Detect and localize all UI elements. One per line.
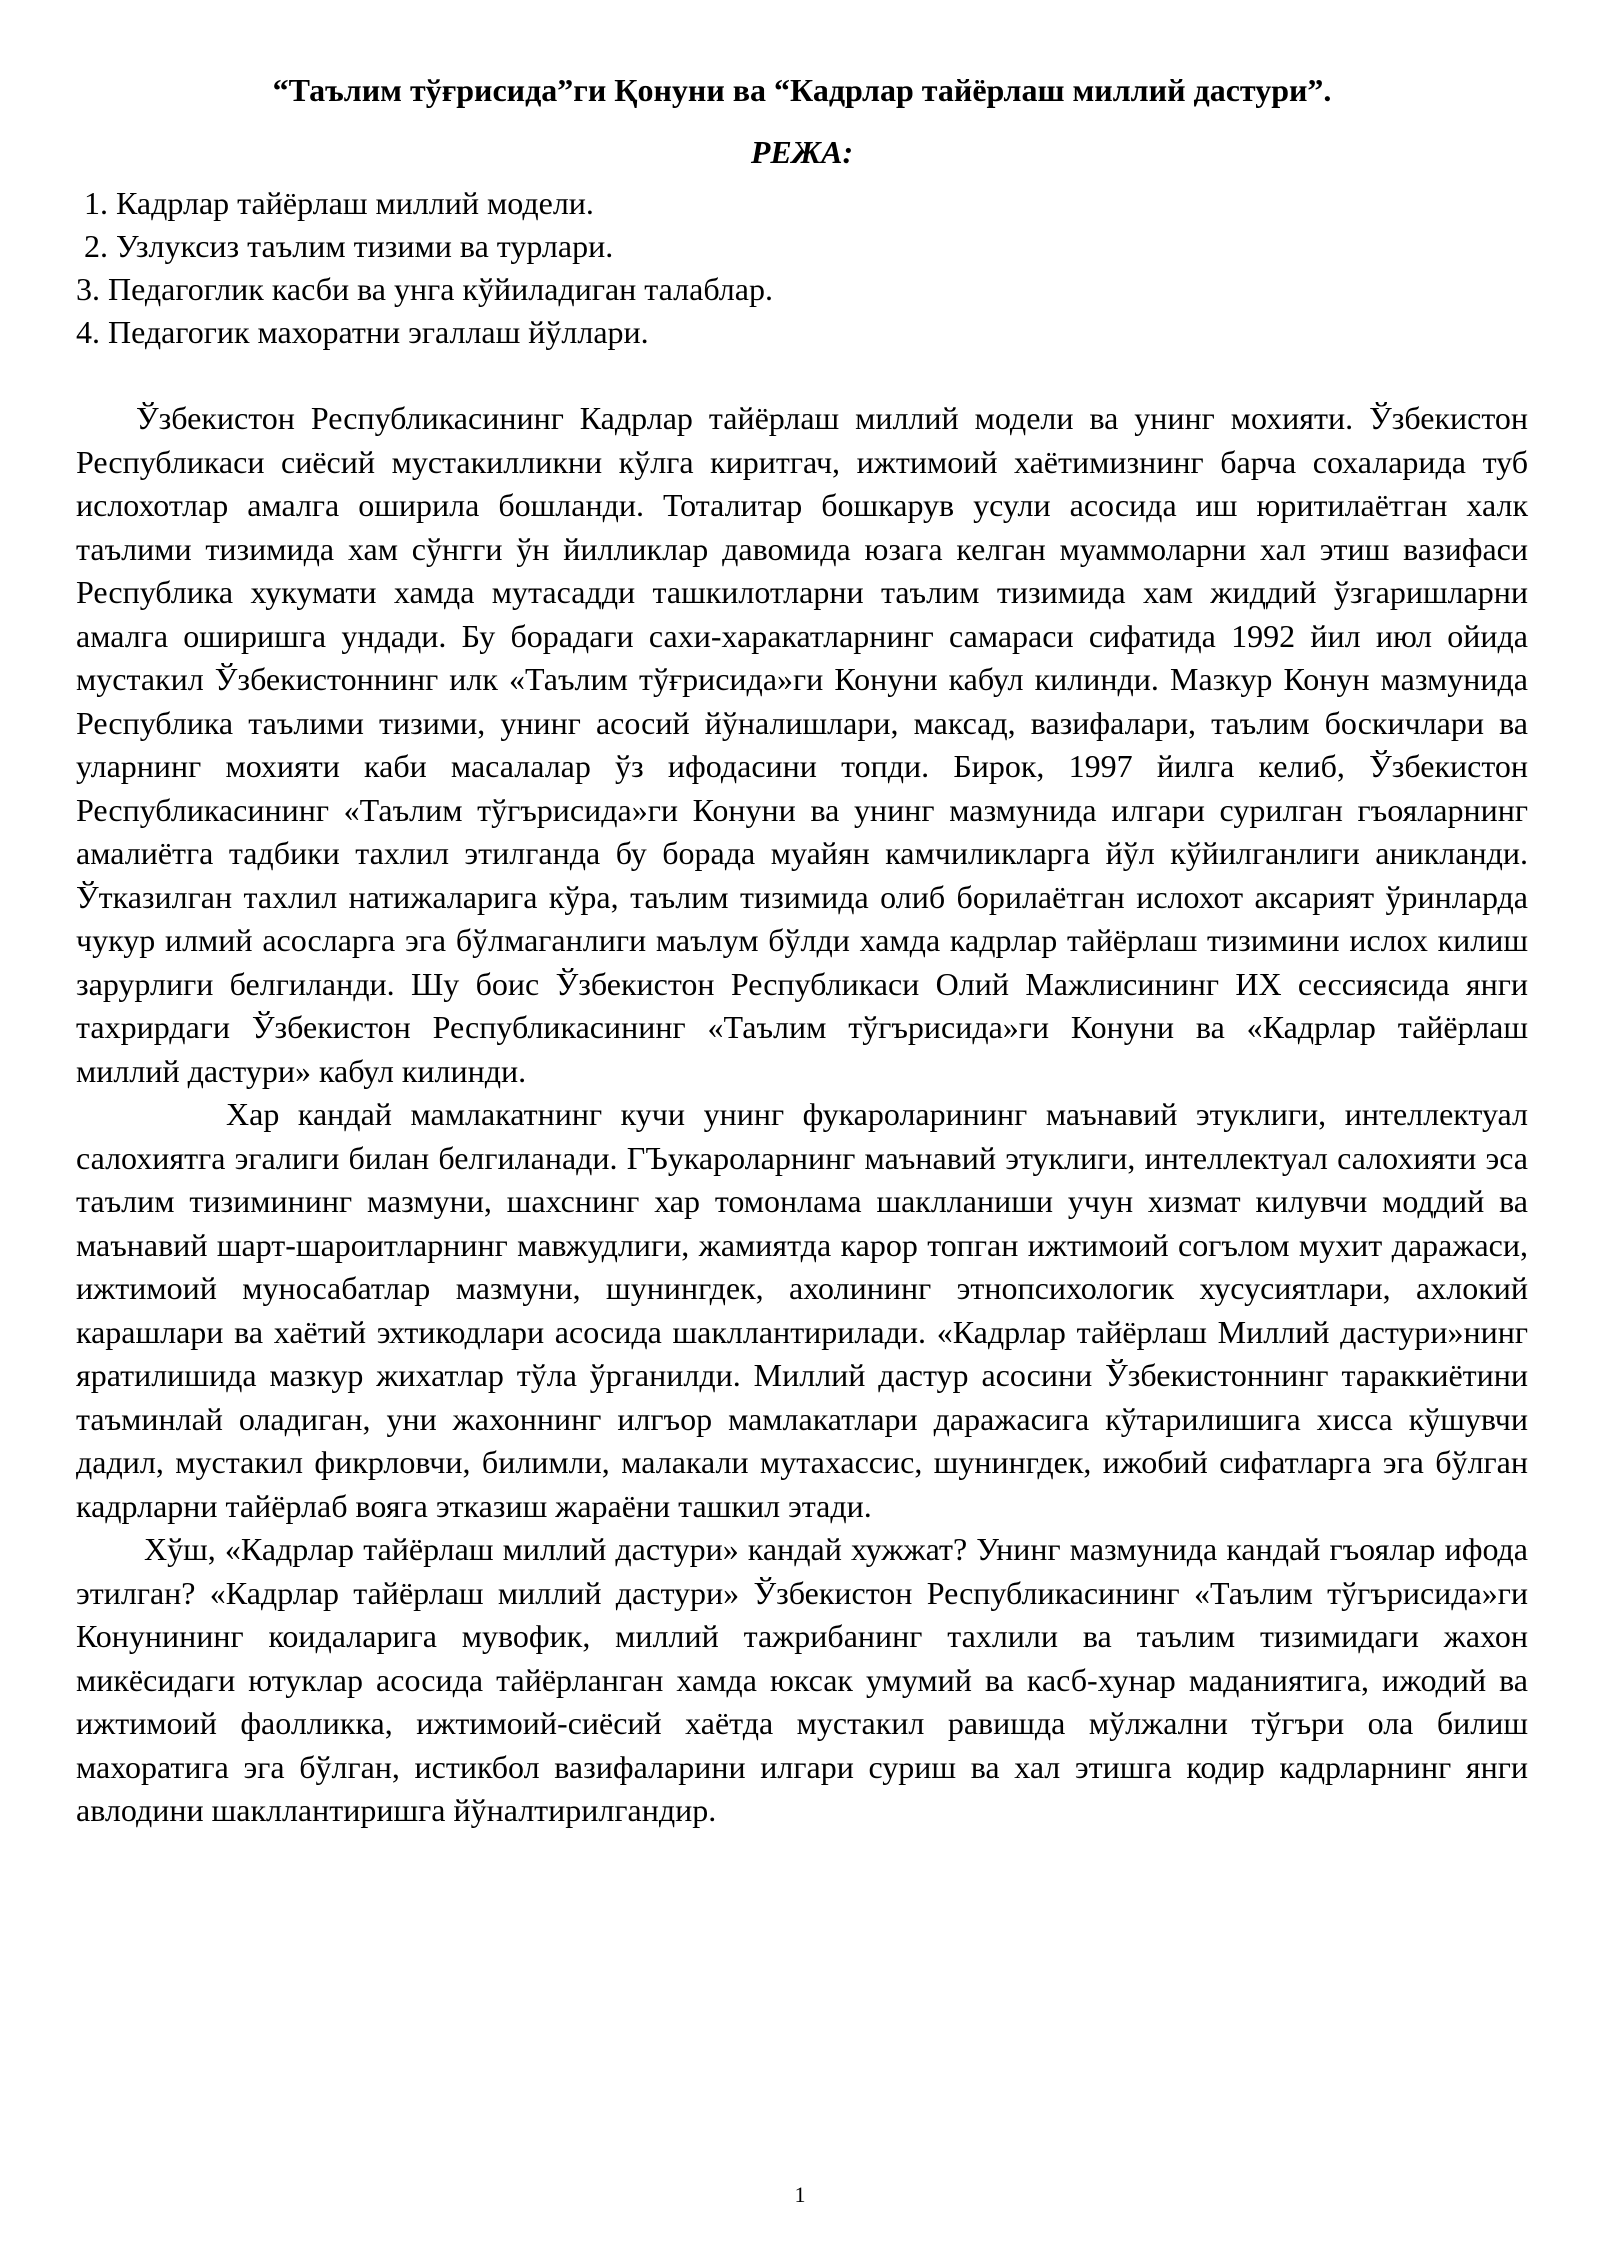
plan-item-2: 2. Узлуксиз таълим тизими ва турлари. xyxy=(84,228,614,264)
paragraph-2: Хар кандай мамлакатнинг кучи унинг фукароларининг маънавий этуклиги, интеллектуал салохиятга эгалиги билан белгиланади. ГЪукароларнинг маънавий этуклиги, интеллектуал салохияти эса таълим тизимининг мазмуни, шахснинг хар томонлама шаклланиши учун хизмат килувчи моддий ва маънавий шарт-шароитларнинг мавжудлиги, жамиятда карор топган ижтимоий согълом мухит даражаси, ижтимоий муносабатлар мазмуни, шунингдек, ахолининг этнопсихологик хусусиятлари, ахлокий карашлари ва хаётий эхтикодлари асосида шакллантирилади. «Кадрлар тайёрлаш Миллий дастури»нинг яратилишида мазкур жихатлар тўла ўрганилди. Миллий дастур асосини Ўзбекистоннинг тараккиётини таъминлай оладиган, уни жахоннинг илгъор мамлакатлари даражасига кўтарилишига хисса кўшувчи дадил, мустакил фикрловчи, билимли, малакали мутахассис, шунингдек, ижобий сифатларга эга бўлган кадрларни тайёрлаб вояга этказиш жараёни ташкил этади. xyxy=(76,1096,1528,1524)
document-title: “Таълим тўғрисида”ги Қонуни ва “Кадрлар тайёрлаш миллий дастури”. xyxy=(272,72,1332,108)
plan-item-3: 3. Педагоглик касби ва унга кўйиладиган талаблар. xyxy=(76,271,773,307)
document-page xyxy=(76,70,1528,1833)
plan-item-4: 4. Педагогик махоратни эгаллаш йўллари. xyxy=(76,314,649,350)
page-number: 1 xyxy=(794,2182,806,2207)
paragraph-3: Хўш, «Кадрлар тайёрлаш миллий дастури» кандай хужжат? Унинг мазмунида кандай гъоялар ифода этилган? «Кадрлар тайёрлаш миллий дастури» Ўзбекистон Республикасининг «Таълим тўгърисида»ги Конунининг коидаларига мувофик, миллий тажрибанинг тахлили ва таълим тизимидаги жахон микёсидаги ютуклар асосида тайёрланган хамда юксак умумий ва касб-хунар маданиятига, ижодий ва ижтимоий фаолликка, ижтимоий-сиёсий хаётда мустакил равишда мўлжални тўгъри ола билиш махоратига эга бўлган, истикбол вазифаларини илгари суриш ва хал этишга кодир кадрларнинг янги авлодини шакллантиришга йўналтирилгандир. xyxy=(76,1531,1528,1828)
plan-item-1: 1. Кадрлар тайёрлаш миллий модели. xyxy=(84,185,594,221)
paragraph-1: Ўзбекистон Республикасининг Кадрлар тайёрлаш миллий модели ва унинг мохияти. Ўзбекистон Республикаси сиёсий мустакилликни кўлга киритгач, ижтимоий хаётимизнинг барча сохаларида туб ислохотлар амалга оширила бошланди. Тоталитар бошкарув усули асосида иш юритилаётган халк таълими тизимида хам сўнгги ўн йилликлар давомида юзага келган муаммоларни хал этиш вазифаси Республика хукумати хамда мутасадди ташкилотларни таълим тизимида хам жиддий ўзгаришларни амалга оширишга ундади. Бу борадаги сахи-харакатларнинг самараси сифатида 1992 йил июл ойида мустакил Ўзбекистоннинг илк «Таълим тўғрисида»ги Конуни кабул килинди. Мазкур Конун мазмунида Республика таълими тизими, унинг асосий йўналишлари, максад, вазифалари, таълим боскичлари ва уларнинг мохияти каби масалалар ўз ифодасини топди. Бирок, 1997 йилга келиб, Ўзбекистон Республикасининг «Таълим тўгърисида»ги Конуни ва унинг мазмунида илгари сурилган гъояларнинг амалиётга тадбики тахлил этилганда бу борада муайян камчиликларга йўл кўйилганлиги аникланди. Ўтказилган тахлил натижаларига кўра, таълим тизимида олиб борилаётган ислохот аксарият ўринларда чукур илмий асосларга эга бўлмаганлиги маълум бўлди хамда кадрлар тайёрлаш тизимини ислох килиш зарурлиги белгиланди. Шу боис Ўзбекистон Республикаси Олий Мажлисининг ИХ сессиясида янги тахрирдаги Ўзбекистон Республикасининг «Таълим тўгърисида»ги Конуни ва «Кадрлар тайёрлаш миллий дастури» кабул килинди. xyxy=(76,400,1528,1089)
body-text xyxy=(76,397,1528,1833)
plan-list xyxy=(76,182,1528,354)
plan-heading: РЕЖА: xyxy=(750,134,854,170)
